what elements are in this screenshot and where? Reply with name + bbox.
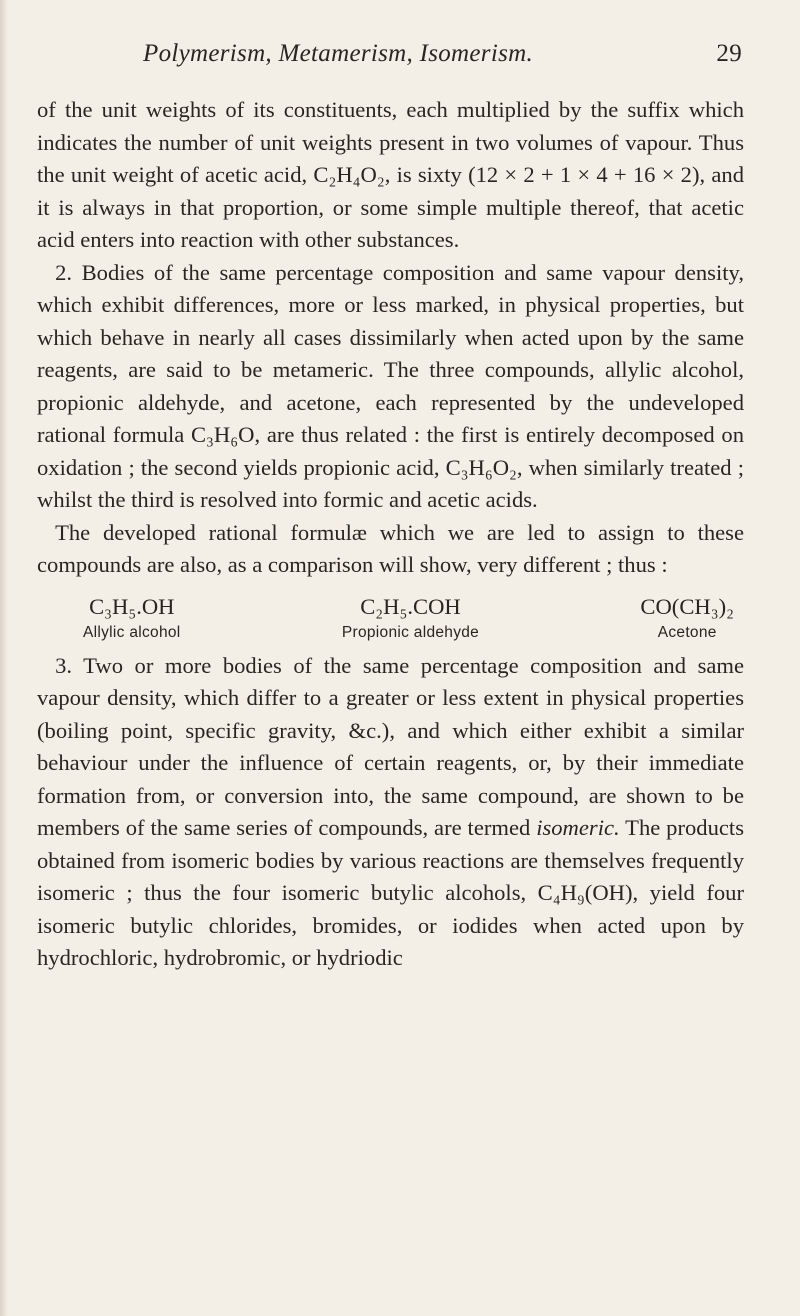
formula-text: C₂H₅.COH xyxy=(360,593,461,619)
paragraph-metameric: 2. Bodies of the same percentage composition and same vapour density, which exhibit differences, more or less marked, in physical properties, but which behave in nearly all cases dissimilarly when acted upon by the same reagents, are said to be metameric. The three compounds, allylic alcohol, propionic aldehyde, and acetone, each represented by the undeveloped rational formula C₃H₆O, are thus related : the first is entirely decomposed on oxidation ; the second yields propionic acid, C₃H₆O₂, when similarly treated ; whilst the third is resolved into formic and acetic acids. xyxy=(37,259,744,512)
paragraph-isomeric-after: The products obtained from isomeric bodies by various reactions are themselves frequently isomeric ; thus the four isomeric butylic alcohols, C₄H₉(OH), yield four isomeric butylic chlorides, bromides, or iodides when acted upon by hydrochloric, hydrobromic, or hydriodic xyxy=(37,815,744,970)
formula-caption: Propionic aldehyde xyxy=(341,623,480,641)
formula-text: CO(CH₃)₂ xyxy=(640,593,734,619)
page-number: 29 xyxy=(716,40,742,67)
page-edge-shadow xyxy=(0,0,8,1316)
paragraph-continuation: of the unit weights of its constituents, each multiplied by the suffix which indicates the number of unit weights present in two volumes of vapour. Thus the unit weight of acetic acid, C₂H₄O₂, is sixty (12 × 2 + 1 × 4 + 16 × 2), and it is always in that proportion, or some simple multiple thereof, that acetic acid enters into reaction with other substances. xyxy=(37,97,744,252)
formula-caption: Acetone xyxy=(657,623,717,641)
running-title: Polymerism, Metamerism, Isomerism. xyxy=(143,40,534,67)
body-text xyxy=(37,94,764,975)
term-isomeric: isomeric. xyxy=(536,815,620,840)
paragraph-developed-formulae: The developed rational formulæ which we are led to assign to these compounds are also, as a comparison will show, very different ; thus : xyxy=(37,519,744,577)
paragraph-isomeric-before: 3. Two or more bodies of the same percentage composition and same vapour density, which differ to a greater or less extent in physical properties (boiling point, specific gravity, &c.), and which either exhibit a similar behaviour under the influence of certain reagents, or, by their immediate formation from, or conversion into, the same compound, are shown to be members of the same series of compounds, are termed xyxy=(37,652,744,840)
formula-text: C₃H₅.OH xyxy=(89,593,175,619)
running-head xyxy=(37,40,764,80)
paragraph-isomeric xyxy=(37,650,744,975)
formula-allylic-alcohol xyxy=(83,592,181,644)
formula-propionic-aldehyde xyxy=(342,592,479,644)
formula-acetone xyxy=(640,592,734,644)
formula-table xyxy=(37,582,744,644)
formula-caption: Allylic alcohol xyxy=(83,623,181,641)
